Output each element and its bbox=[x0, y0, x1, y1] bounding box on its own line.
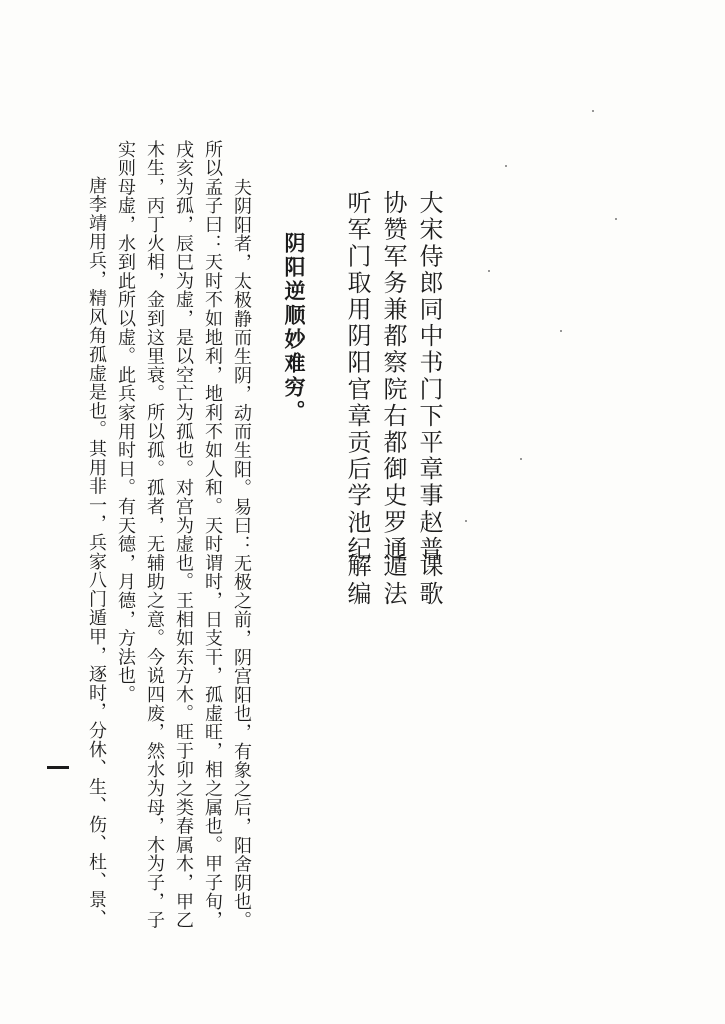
scan-speck bbox=[465, 520, 467, 522]
credit-line-1: 大宋侍郎同中书门下平章事赵普 bbox=[415, 190, 443, 563]
credit-line-3: 听军门取用阴阳官章贡后学池纪 bbox=[343, 190, 371, 563]
body-column-4: 木生，丙丁火相，金到这里衰。所以孤。孤者，无辅助之意。今说四废，然水为母，木为子，子 bbox=[144, 140, 165, 930]
body-column-2: 所以孟子曰：天时不如地利，地利不如人和。天时谓时，日支干，孤虚旺，相之属也。甲子旬， bbox=[202, 140, 223, 930]
credit-line-1-role: 课歌 bbox=[415, 553, 443, 609]
credit-line-2-role: 遁法 bbox=[379, 553, 407, 609]
body-column-6: 唐李靖用兵，精风角孤虚是也。其用非一，兵家八门遁甲，逐时，分休、生、伤、杜、景、 bbox=[86, 176, 107, 928]
scan-speck bbox=[488, 270, 490, 272]
body-column-5: 实则母虚，水到此所以虚。此兵家用时日。有天德，月德，方法也。 bbox=[115, 140, 136, 704]
scan-speck bbox=[520, 458, 522, 460]
section-title: 阴阳逆顺妙难穷。 bbox=[282, 232, 306, 424]
scan-speck bbox=[615, 218, 617, 220]
scan-speck bbox=[560, 330, 562, 332]
scan-speck bbox=[592, 110, 594, 112]
page-number-mark bbox=[47, 766, 69, 769]
credit-line-2: 协赞军务兼都察院右都御史罗通 bbox=[379, 190, 407, 563]
credit-line-3-role: 解编 bbox=[343, 553, 371, 609]
body-column-1: 夫阴阳者，太极静而生阴，动而生阳。易曰：无极之前，阴宫阳也，有象之后，阳舍阴也。 bbox=[231, 178, 252, 930]
scan-speck bbox=[505, 165, 507, 167]
body-column-3: 戌亥为孤，辰巳为虚，是以空亡为孤也。对宫为虚也。王相如东方木。旺于卯之类春属木，甲乙 bbox=[173, 140, 194, 930]
